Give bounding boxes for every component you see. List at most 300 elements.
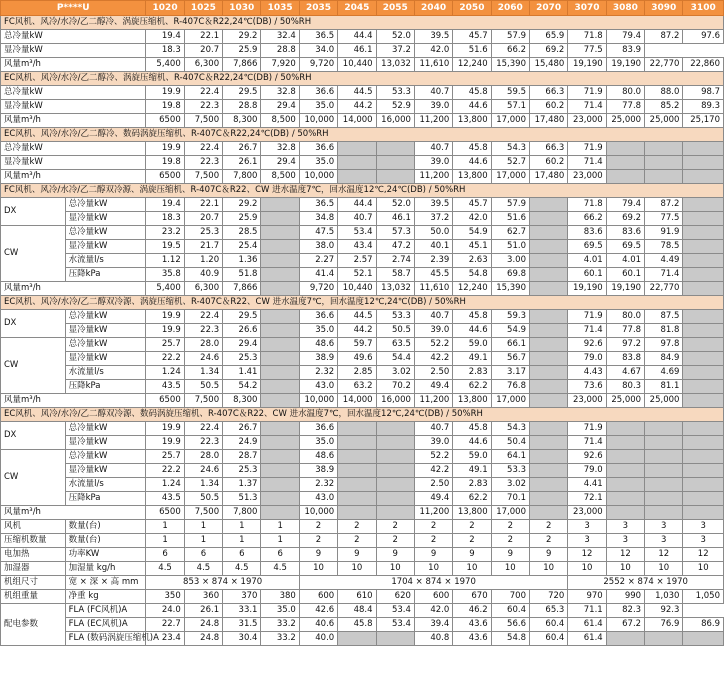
- value-cell: [261, 212, 299, 226]
- value-cell: 52.1: [338, 268, 376, 282]
- value-cell: 28.0: [184, 450, 222, 464]
- value-cell: 3: [683, 520, 724, 534]
- value-cell: 22.4: [184, 310, 222, 324]
- row-label: 风量m³/h: [1, 506, 146, 520]
- value-cell: 2.32: [299, 478, 337, 492]
- table-row: [1, 534, 724, 548]
- section-title: FC风机、风冷/水冷/乙二醇双冷源、涡旋压缩机、R-407C＆R22、CW 进水温度7℃，回水温度12℃,24℃(DB) / 50%RH: [1, 184, 724, 198]
- value-cell: 20.7: [184, 212, 222, 226]
- section-header-row: [1, 296, 724, 310]
- value-cell: 39.0: [414, 156, 452, 170]
- model-column-header: 1020: [146, 1, 184, 16]
- value-cell: [683, 170, 724, 184]
- row-label: 水流量l/s: [65, 366, 146, 380]
- value-cell: 56.7: [491, 352, 529, 366]
- value-cell: 8,300: [223, 394, 261, 408]
- value-cell: [645, 170, 683, 184]
- value-cell: [683, 380, 724, 394]
- value-cell: 51.6: [453, 44, 491, 58]
- value-cell: 39.0: [414, 324, 452, 338]
- table-row: [1, 562, 724, 576]
- value-cell: 24.8: [184, 618, 222, 632]
- value-cell: 40.6: [299, 618, 337, 632]
- value-cell: 50.0: [414, 226, 452, 240]
- table-row: [1, 604, 724, 618]
- value-cell: 350: [146, 590, 184, 604]
- value-cell: 33.2: [261, 618, 299, 632]
- value-cell: 53.4: [376, 618, 414, 632]
- value-cell: [529, 226, 567, 240]
- value-cell: 51.8: [223, 268, 261, 282]
- value-cell: 6500: [146, 506, 184, 520]
- value-cell: 52.0: [376, 198, 414, 212]
- value-cell: 10: [606, 562, 644, 576]
- value-cell: 22.3: [184, 156, 222, 170]
- value-cell: 1.12: [146, 254, 184, 268]
- value-cell: 77.5: [645, 212, 683, 226]
- value-cell: 57.1: [491, 100, 529, 114]
- value-cell: 7,500: [184, 506, 222, 520]
- value-cell: [683, 142, 724, 156]
- value-cell: [683, 492, 724, 506]
- section-title: EC风机、风冷/水冷/乙二醇双冷源、数码涡旋压缩机、R-407C＆R22、CW 进水温度7℃，回水温度12℃,24℃(DB) / 50%RH: [1, 408, 724, 422]
- value-cell: 81.1: [645, 380, 683, 394]
- value-cell: 19.9: [146, 142, 184, 156]
- value-cell: 82.3: [606, 604, 644, 618]
- row-label: 显冷量kW: [65, 324, 146, 338]
- value-cell: 54.3: [491, 422, 529, 436]
- row-label: 电加热: [1, 548, 66, 562]
- row-label: 显冷量kW: [65, 436, 146, 450]
- value-cell: 17,480: [529, 170, 567, 184]
- value-cell: 17,000: [491, 170, 529, 184]
- table-row: [1, 632, 724, 646]
- group-label: DX: [1, 422, 66, 450]
- value-cell: 79.4: [606, 198, 644, 212]
- value-cell: 12: [606, 548, 644, 562]
- value-cell: [261, 394, 299, 408]
- value-cell: [606, 478, 644, 492]
- value-cell: 92.6: [568, 338, 606, 352]
- value-cell: 37.2: [376, 44, 414, 58]
- value-cell: 71.1: [568, 604, 606, 618]
- value-cell: 39.5: [414, 30, 452, 44]
- value-cell: 32.8: [261, 86, 299, 100]
- value-cell: 6: [223, 548, 261, 562]
- value-cell: 77.5: [568, 44, 606, 58]
- value-cell: 3.02: [491, 478, 529, 492]
- value-cell: 34.0: [299, 44, 337, 58]
- value-cell: 79.0: [568, 352, 606, 366]
- value-cell: 11,200: [414, 170, 452, 184]
- value-cell: 10: [453, 562, 491, 576]
- model-header: P****U: [1, 1, 146, 16]
- value-cell: 670: [453, 590, 491, 604]
- value-cell: [529, 282, 567, 296]
- model-column-header: 1035: [261, 1, 299, 16]
- group-label: CW: [1, 450, 66, 506]
- table-row: [1, 436, 724, 450]
- value-cell: 67.2: [606, 618, 644, 632]
- value-cell: 25,000: [606, 394, 644, 408]
- value-cell: 1.34: [184, 366, 222, 380]
- value-cell: [683, 478, 724, 492]
- row-label: 风量m³/h: [1, 170, 146, 184]
- value-cell: 25.9: [223, 44, 261, 58]
- value-cell: 71.4: [568, 100, 606, 114]
- value-cell: 13,800: [453, 170, 491, 184]
- value-cell: [683, 254, 724, 268]
- value-cell: 2: [453, 534, 491, 548]
- value-cell: 2.39: [414, 254, 452, 268]
- value-cell: 25,000: [606, 114, 644, 128]
- value-cell: 9: [414, 548, 452, 562]
- model-column-header: 2040: [414, 1, 452, 16]
- header-row: [1, 1, 724, 16]
- value-cell: 2.50: [414, 478, 452, 492]
- value-cell: 10: [376, 562, 414, 576]
- value-cell: [261, 352, 299, 366]
- value-cell: 45.8: [453, 86, 491, 100]
- row-sublabel: FLA (FC风机)A: [65, 604, 146, 618]
- value-cell: 3: [683, 534, 724, 548]
- row-label: 显冷量kW: [65, 212, 146, 226]
- value-cell: 1: [146, 534, 184, 548]
- value-cell: 19.9: [146, 436, 184, 450]
- value-cell: 58.7: [376, 268, 414, 282]
- value-cell: [261, 436, 299, 450]
- value-cell: 12: [568, 548, 606, 562]
- value-cell: [606, 506, 644, 520]
- value-cell: [529, 310, 567, 324]
- value-cell: 43.6: [453, 632, 491, 646]
- value-cell: 13,800: [453, 114, 491, 128]
- value-cell: 83.8: [606, 352, 644, 366]
- value-cell: 26.7: [223, 142, 261, 156]
- value-cell: 51.0: [491, 240, 529, 254]
- row-label: 总冷量kW: [1, 142, 146, 156]
- value-cell: 28.8: [223, 100, 261, 114]
- model-column-header: 2035: [299, 1, 337, 16]
- value-cell: [529, 492, 567, 506]
- value-cell: 31.5: [223, 618, 261, 632]
- table-row: [1, 380, 724, 394]
- value-cell: [261, 478, 299, 492]
- value-cell: 38.9: [299, 464, 337, 478]
- value-cell: 35.0: [299, 100, 337, 114]
- value-cell: 1: [146, 520, 184, 534]
- value-cell: 4.5: [223, 562, 261, 576]
- value-cell: 6: [261, 548, 299, 562]
- value-cell: 990: [606, 590, 644, 604]
- value-cell: 2: [299, 534, 337, 548]
- value-cell: 2.27: [299, 254, 337, 268]
- value-cell: 15,390: [491, 58, 529, 72]
- value-cell: [376, 632, 414, 646]
- value-cell: 92.6: [568, 450, 606, 464]
- value-cell: 66.2: [491, 44, 529, 58]
- value-cell: 28.5: [223, 226, 261, 240]
- value-cell: [529, 450, 567, 464]
- value-cell: 45.8: [338, 618, 376, 632]
- value-cell: 40.7: [414, 422, 452, 436]
- value-cell: 98.7: [683, 86, 724, 100]
- model-column-header: 1030: [223, 1, 261, 16]
- table-row: [1, 30, 724, 44]
- value-cell: [338, 156, 376, 170]
- value-cell: 8,500: [261, 170, 299, 184]
- value-cell: [338, 170, 376, 184]
- value-cell: 76.9: [645, 618, 683, 632]
- value-cell: 720: [529, 590, 567, 604]
- value-cell: 42.2: [414, 352, 452, 366]
- value-cell: 4.43: [568, 366, 606, 380]
- value-cell: 44.5: [338, 86, 376, 100]
- value-cell: [261, 226, 299, 240]
- value-cell: 47.2: [376, 240, 414, 254]
- value-cell: 69.2: [529, 44, 567, 58]
- value-cell: [261, 310, 299, 324]
- value-cell: 39.0: [414, 100, 452, 114]
- value-cell: 53.4: [338, 226, 376, 240]
- value-cell: 86.9: [683, 618, 724, 632]
- row-label: 显冷量kW: [1, 156, 146, 170]
- row-sublabel: 功率KW: [65, 548, 146, 562]
- value-cell: 10: [491, 562, 529, 576]
- value-cell: 26.7: [223, 422, 261, 436]
- value-cell: 3: [568, 520, 606, 534]
- value-cell: 3.00: [491, 254, 529, 268]
- table-row: [1, 86, 724, 100]
- value-cell: 87.2: [645, 198, 683, 212]
- group-label: CW: [1, 338, 66, 394]
- row-sublabel: 数量(台): [65, 534, 146, 548]
- group-label: DX: [1, 310, 66, 338]
- value-cell: 1: [223, 520, 261, 534]
- value-cell: 83.9: [606, 44, 644, 58]
- value-cell: 10: [529, 562, 567, 576]
- value-cell: 2: [491, 520, 529, 534]
- value-cell: 66.2: [568, 212, 606, 226]
- row-label: 显冷量kW: [65, 464, 146, 478]
- model-column-header: 3090: [645, 1, 683, 16]
- value-cell: 1: [223, 534, 261, 548]
- value-cell: 56.6: [491, 618, 529, 632]
- value-cell: 2.85: [338, 366, 376, 380]
- value-cell: 22.2: [146, 352, 184, 366]
- value-cell: [338, 436, 376, 450]
- value-cell: 50.5: [184, 380, 222, 394]
- row-label: 总冷量kW: [65, 338, 146, 352]
- value-cell: 2: [376, 520, 414, 534]
- value-cell: 45.8: [453, 310, 491, 324]
- table-row: [1, 100, 724, 114]
- value-cell: [529, 212, 567, 226]
- value-cell: 28.0: [184, 338, 222, 352]
- value-cell: 1.37: [223, 478, 261, 492]
- row-label: 总冷量kW: [65, 450, 146, 464]
- value-cell: 19.4: [146, 198, 184, 212]
- value-cell: 12: [683, 548, 724, 562]
- value-cell: 69.5: [606, 240, 644, 254]
- value-cell: 80.0: [606, 310, 644, 324]
- row-label: 压降kPa: [65, 492, 146, 506]
- value-cell: [529, 394, 567, 408]
- value-cell: 52.7: [491, 156, 529, 170]
- value-cell: 61.4: [568, 618, 606, 632]
- group-label: DX: [1, 198, 66, 226]
- value-cell: 71.4: [568, 436, 606, 450]
- value-cell: 15,480: [529, 58, 567, 72]
- value-cell: 9: [376, 548, 414, 562]
- row-label: 机组尺寸: [1, 576, 66, 590]
- table-row: [1, 114, 724, 128]
- dimension-cell: 2552 × 874 × 1970: [568, 576, 724, 590]
- value-cell: 40.7: [414, 86, 452, 100]
- value-cell: [261, 268, 299, 282]
- row-label: 水流量l/s: [65, 478, 146, 492]
- value-cell: 71.9: [568, 86, 606, 100]
- value-cell: [529, 254, 567, 268]
- row-sublabel: FLA (EC风机)A: [65, 618, 146, 632]
- value-cell: 9,720: [299, 58, 337, 72]
- value-cell: 44.6: [453, 324, 491, 338]
- value-cell: 19.9: [146, 310, 184, 324]
- section-title: EC风机、风冷/水冷/乙二醇冷、数码涡旋压缩机、R-407C＆R22,24℃(DB) / 50%RH: [1, 128, 724, 142]
- value-cell: 1: [261, 534, 299, 548]
- value-cell: 42.2: [414, 464, 452, 478]
- table-row: [1, 240, 724, 254]
- value-cell: 8,500: [261, 114, 299, 128]
- value-cell: 52.9: [376, 100, 414, 114]
- value-cell: [261, 324, 299, 338]
- value-cell: 79.0: [568, 464, 606, 478]
- value-cell: 600: [299, 590, 337, 604]
- row-label: 总冷量kW: [1, 30, 146, 44]
- value-cell: 24.8: [184, 632, 222, 646]
- value-cell: 360: [184, 590, 222, 604]
- value-cell: 60.4: [491, 604, 529, 618]
- model-column-header: 2050: [453, 1, 491, 16]
- value-cell: 42.0: [414, 604, 452, 618]
- table-row: [1, 310, 724, 324]
- value-cell: 41.4: [299, 268, 337, 282]
- value-cell: [606, 464, 644, 478]
- row-label: 总冷量kW: [1, 86, 146, 100]
- value-cell: 43.4: [338, 240, 376, 254]
- value-cell: 44.6: [453, 100, 491, 114]
- value-cell: 69.5: [568, 240, 606, 254]
- value-cell: 26.6: [223, 324, 261, 338]
- value-cell: 44.4: [338, 198, 376, 212]
- row-label: 总冷量kW: [65, 198, 146, 212]
- value-cell: 52.2: [414, 338, 452, 352]
- value-cell: 22.1: [184, 198, 222, 212]
- value-cell: [376, 142, 414, 156]
- value-cell: 6: [146, 548, 184, 562]
- row-label: 总冷量kW: [65, 422, 146, 436]
- value-cell: 83.6: [568, 226, 606, 240]
- row-label: 风量m³/h: [1, 114, 146, 128]
- value-cell: 12: [645, 548, 683, 562]
- value-cell: 1,030: [645, 590, 683, 604]
- value-cell: 25.3: [223, 352, 261, 366]
- table-row: [1, 58, 724, 72]
- value-cell: [645, 142, 683, 156]
- value-cell: 35.0: [299, 156, 337, 170]
- value-cell: 10,440: [338, 58, 376, 72]
- value-cell: 51.3: [223, 492, 261, 506]
- value-cell: 60.1: [606, 268, 644, 282]
- table-row: [1, 548, 724, 562]
- value-cell: 36.6: [299, 422, 337, 436]
- value-cell: 12,240: [453, 282, 491, 296]
- value-cell: 29.4: [223, 338, 261, 352]
- value-cell: 4.01: [606, 254, 644, 268]
- table-row: [1, 618, 724, 632]
- value-cell: [261, 380, 299, 394]
- value-cell: [683, 324, 724, 338]
- value-cell: 64.1: [491, 450, 529, 464]
- value-cell: [683, 156, 724, 170]
- value-cell: 2.83: [453, 366, 491, 380]
- value-cell: 54.9: [491, 324, 529, 338]
- value-cell: 20.7: [184, 44, 222, 58]
- value-cell: [606, 450, 644, 464]
- value-cell: 33.2: [261, 632, 299, 646]
- value-cell: 2.57: [338, 254, 376, 268]
- row-label: 加湿器: [1, 562, 66, 576]
- value-cell: 54.2: [223, 380, 261, 394]
- table-row: [1, 464, 724, 478]
- value-cell: 3.17: [491, 366, 529, 380]
- value-cell: 80.3: [606, 380, 644, 394]
- row-label: 总冷量kW: [65, 226, 146, 240]
- row-label: 总冷量kW: [65, 310, 146, 324]
- value-cell: 10: [338, 562, 376, 576]
- value-cell: 25.3: [223, 464, 261, 478]
- value-cell: 6,300: [184, 58, 222, 72]
- value-cell: [529, 268, 567, 282]
- value-cell: 59.5: [491, 86, 529, 100]
- row-label: 压缩机数量: [1, 534, 66, 548]
- value-cell: 22.3: [184, 100, 222, 114]
- dimension-cell: 853 × 874 × 1970: [146, 576, 299, 590]
- value-cell: 30.4: [223, 632, 261, 646]
- value-cell: 2.32: [299, 366, 337, 380]
- value-cell: 50.4: [491, 436, 529, 450]
- value-cell: 77.8: [606, 324, 644, 338]
- value-cell: 57.3: [376, 226, 414, 240]
- value-cell: 28.7: [223, 450, 261, 464]
- value-cell: 17,000: [491, 394, 529, 408]
- section-header-row: [1, 72, 724, 86]
- value-cell: 10: [645, 562, 683, 576]
- value-cell: 28.8: [261, 44, 299, 58]
- value-cell: 42.0: [414, 44, 452, 58]
- value-cell: 65.3: [529, 604, 567, 618]
- value-cell: 19,190: [606, 282, 644, 296]
- value-cell: 10,000: [299, 506, 337, 520]
- value-cell: 25.9: [223, 212, 261, 226]
- value-cell: 1.34: [184, 478, 222, 492]
- value-cell: [683, 268, 724, 282]
- value-cell: [606, 422, 644, 436]
- value-cell: [376, 506, 414, 520]
- value-cell: 17,480: [529, 114, 567, 128]
- model-column-header: 3080: [606, 1, 644, 16]
- value-cell: [376, 170, 414, 184]
